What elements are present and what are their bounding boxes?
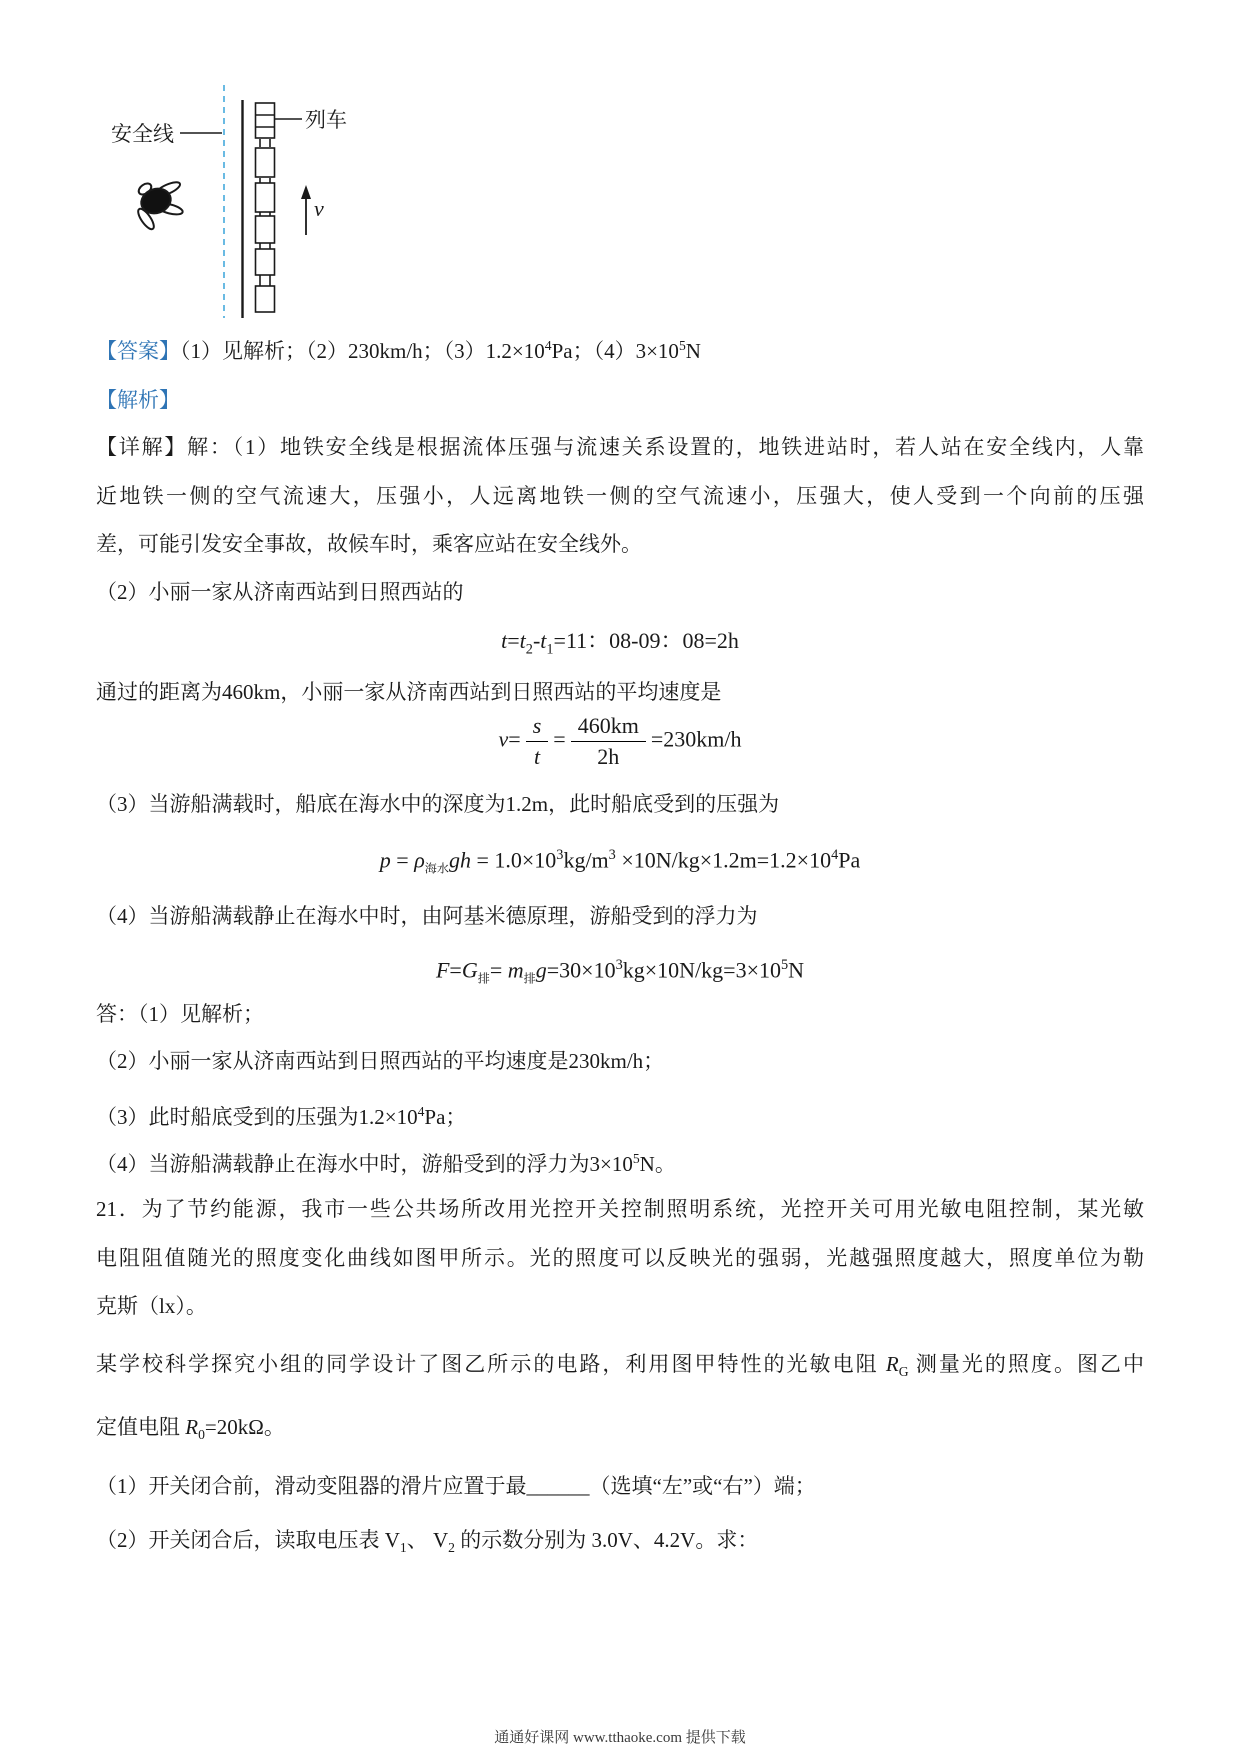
- part3-intro: （3）当游船满载时，船底在海水中的深度为1.2m，此时船底受到的压强为: [96, 792, 780, 816]
- formula-v-result: =230km/h: [650, 726, 742, 752]
- distance-line: 通过的距离为460km，小丽一家从济南西站到日照西站的平均速度是: [96, 680, 722, 704]
- part4-intro: （4）当游船满载静止在海水中时，由阿基米德原理，游船受到的浮力为: [96, 904, 758, 928]
- fraction-s-over-t: $\frac{s}{t}$: [526, 712, 549, 771]
- final-answer-2: （2）小丽一家从济南西站到日照西站的平均速度是230km/h；: [96, 1049, 665, 1073]
- page-footer: 通通好课网 www.tthaoke.com 提供下载: [494, 1730, 746, 1746]
- question21-line-5: 定值电阻 $R_0=20k\Omega$。: [96, 1415, 285, 1443]
- analysis-label: 【解析】: [96, 388, 180, 412]
- formula-pressure: $p = \rho_{海水}gh = 1.0\times 10^3kg/m^3 \times 10N/kg\times 1.2m=1.2\times 10^4Pa$: [379, 847, 861, 876]
- formula-v-eq1: =: [508, 726, 521, 752]
- safety-line-train-diagram: [0, 0, 400, 330]
- question21-line-1: 21．为了节约能源，我市一些公共场所改用光控开关控制照明系统，光控开关可用光敏电阻控制，某光敏: [96, 1197, 1144, 1221]
- question21-line-4: 某学校科学探究小组的同学设计了图乙所示的电路，利用图甲特性的光敏电阻 $R_G$ 测量光的照度。图乙中: [96, 1352, 1145, 1380]
- final-answer-1: 答：（1）见解析；: [96, 1002, 264, 1026]
- final-answer-3: （3）此时船底受到的压强为$1.2\times 10^4Pa$；: [96, 1104, 467, 1129]
- formula-v-lhs: v: [498, 726, 509, 752]
- person-top-view: [135, 180, 183, 232]
- train-label: 列车: [305, 108, 347, 132]
- part2-intro: （2）小丽一家从济南西站到日照西站的: [96, 580, 464, 604]
- question21-sub1: （1）开关闭合前，滑动变阻器的滑片应置于最______（选填“左”或“右”）端；: [96, 1474, 816, 1498]
- train-cars: [256, 103, 275, 312]
- question21-line-3: 克斯（lx）。: [96, 1294, 207, 1318]
- formula-time: $t=t_2-t_1=11$：08-09：08=2h: [501, 628, 739, 658]
- fraction-460km-over-2h: $\frac{460km}{2h}$: [571, 712, 646, 771]
- question21-sub2: （2）开关闭合后，读取电压表 $V_1$、 $V_2$ 的示数分别为 3.0V、4.2V。求：: [96, 1528, 759, 1556]
- velocity-arrow: [301, 185, 324, 235]
- formula-buoyancy: $F=G_排= m_排g=30\times 10^3kg\times 10N/kg=3\times 10^5N$: [435, 957, 805, 986]
- velocity-label: v: [314, 196, 324, 221]
- answer-line: 【答案】（1）见解析；（2）230km/h；$(3)1.2\times 10^4Pa$；$(4)3\times 10^5N$: [96, 338, 701, 363]
- detail-line-3: 差，可能引发安全事故，故候车时，乘客应站在安全线外。: [96, 532, 642, 556]
- final-answer-4: （4）当游船满载静止在海水中时，游船受到的浮力为$3\times 10^5N$。: [96, 1151, 676, 1176]
- safety-line-label: 安全线: [111, 122, 174, 146]
- formula-v-eq2: =: [553, 726, 566, 752]
- detail-line-1: 【详解】解：（1）地铁安全线是根据流体压强与流速关系设置的，地铁进站时，若人站在安全线内，人靠: [96, 435, 1144, 459]
- formula-average-speed: [96, 712, 1144, 771]
- question21-line-2: 电阻阻值随光的照度变化曲线如图甲所示。光的照度可以反映光的强弱，光越强照度越大，照度单位为勒: [96, 1246, 1144, 1270]
- detail-line-2: 近地铁一侧的空气流速大，压强小，人远离地铁一侧的空气流速小，压强大，使人受到一个向前的压强: [96, 484, 1144, 508]
